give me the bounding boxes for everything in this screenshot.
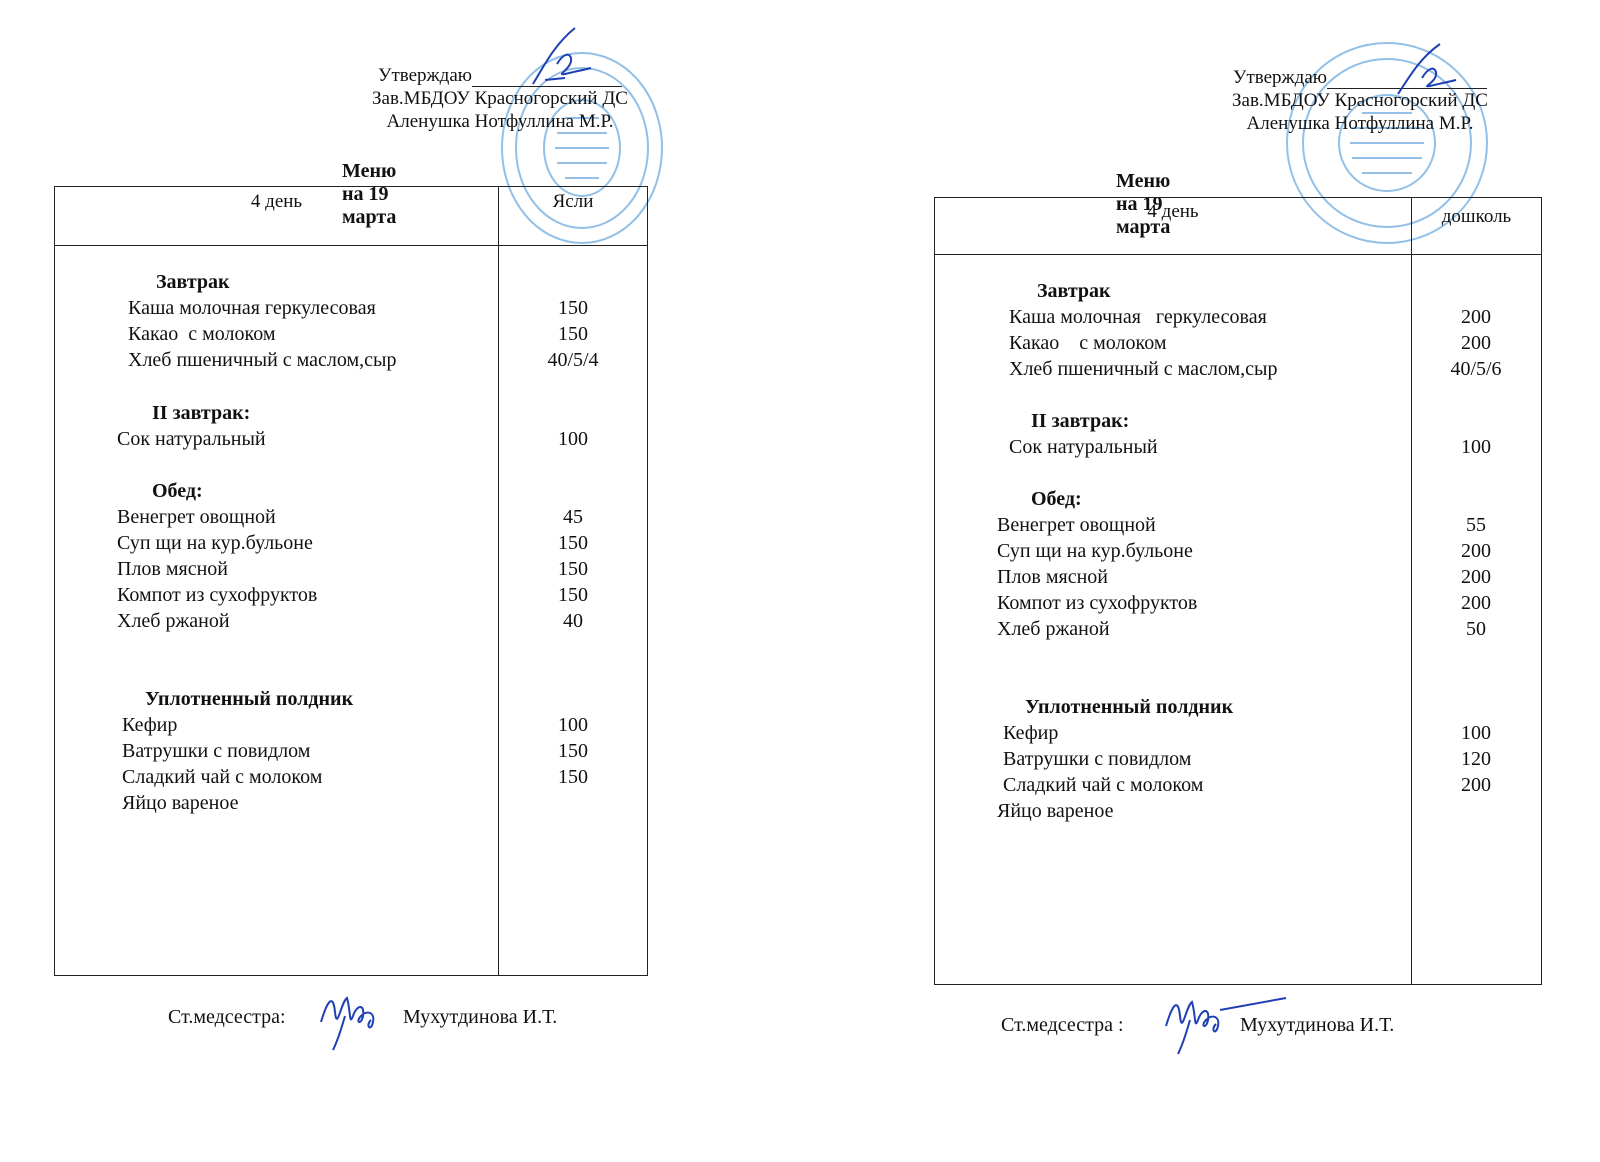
menu-item: Каша молочная геркулесовая	[1009, 306, 1267, 328]
section-breakfast: Завтрак	[1037, 280, 1111, 302]
menu-item: Венегрет овощной	[997, 514, 1156, 536]
menu-item: Венегрет овощной	[117, 506, 276, 528]
approval-position: Зав.МБДОУ Красногорский ДС	[1232, 90, 1488, 111]
section-snack: Уплотненный полдник	[1025, 696, 1234, 718]
menu-item-qty: 150	[558, 584, 588, 606]
nurse-name: Мухутдинова И.Т.	[403, 1006, 558, 1028]
signature-line	[472, 66, 622, 87]
menu-item-qty: 150	[558, 740, 588, 762]
menu-item: Суп щи на кур.бульоне	[997, 540, 1193, 562]
section-lunch: Обед:	[152, 480, 203, 502]
nurse-label: Ст.медсестра :	[1001, 1014, 1124, 1036]
menu-item-qty: 100	[558, 714, 588, 736]
menu-item: Сладкий чай с молоком	[122, 766, 323, 788]
menu-item-qty: 200	[1461, 592, 1491, 614]
nurse-name: Мухутдинова И.Т.	[1240, 1014, 1395, 1036]
menu-item: Кефир	[122, 714, 178, 736]
menu-item-qty: 100	[1461, 722, 1491, 744]
menu-item: Сок натуральный	[117, 428, 266, 450]
menu-item-qty: 45	[563, 506, 583, 528]
menu-item: Яйцо вареное	[997, 800, 1114, 822]
menu-title: Меню на 19 марта	[342, 160, 397, 228]
menu-item: Компот из сухофруктов	[117, 584, 318, 606]
approval-position: Зав.МБДОУ Красногорский ДС	[372, 88, 628, 109]
header-group: Ясли	[552, 191, 594, 212]
menu-item: Яйцо вареное	[122, 792, 239, 814]
approval-block	[350, 64, 650, 133]
header-divider	[935, 254, 1541, 255]
menu-item: Хлеб ржаной	[997, 618, 1110, 640]
menu-item: Какао с молоком	[128, 323, 276, 345]
approval-name: Аленушка Нотфуллина М.Р.	[1246, 113, 1474, 134]
menu-item-qty: 40/5/6	[1450, 358, 1502, 380]
menu-item: Плов мясной	[117, 558, 229, 580]
menu-item-qty: 200	[1461, 540, 1491, 562]
section-snack: Уплотненный полдник	[145, 688, 354, 710]
menu-item: Хлеб пшеничный с маслом,сыр	[128, 349, 397, 371]
menu-item-qty: 150	[558, 558, 588, 580]
header-group: дошколь	[1441, 206, 1512, 227]
menu-item-qty: 150	[558, 323, 588, 345]
menu-item: Хлеб пшеничный с маслом,сыр	[1009, 358, 1278, 380]
menu-item-qty: 100	[558, 428, 588, 450]
approval-name: Аленушка Нотфуллина М.Р.	[386, 111, 614, 132]
approval-word: Утверждаю	[1233, 67, 1327, 88]
menu-item: Суп щи на кур.бульоне	[117, 532, 313, 554]
menu-item: Сладкий чай с молоком	[1003, 774, 1204, 796]
section-lunch: Обед:	[1031, 488, 1082, 510]
nurse-label: Ст.медсестра:	[168, 1006, 286, 1028]
approval-word: Утверждаю	[378, 65, 472, 86]
section-breakfast-2: II завтрак:	[152, 402, 251, 424]
menu-item-qty: 200	[1461, 306, 1491, 328]
menu-item: Какао с молоком	[1009, 332, 1167, 354]
menu-item-qty: 200	[1461, 332, 1491, 354]
menu-item: Компот из сухофруктов	[997, 592, 1198, 614]
menu-item: Плов мясной	[997, 566, 1109, 588]
menu-item-qty: 40	[563, 610, 583, 632]
menu-item-qty: 200	[1461, 566, 1491, 588]
menu-item-qty: 100	[1461, 436, 1491, 458]
menu-item-qty: 40/5/4	[547, 349, 599, 371]
section-breakfast-2: II завтрак:	[1031, 410, 1130, 432]
menu-item-qty: 150	[558, 532, 588, 554]
section-breakfast: Завтрак	[156, 271, 230, 293]
menu-item: Ватрушки с повидлом	[122, 740, 311, 762]
header-day: 4 день	[1147, 201, 1199, 222]
header-day: 4 день	[250, 191, 303, 212]
menu-item-qty: 55	[1466, 514, 1486, 536]
menu-item: Сок натуральный	[1009, 436, 1158, 458]
menu-item-qty: 150	[558, 766, 588, 788]
signature-line	[1327, 68, 1487, 89]
nurse-signature-icon	[315, 982, 405, 1052]
header-divider	[55, 245, 647, 246]
menu-item: Хлеб ржаной	[117, 610, 230, 632]
menu-item-qty: 120	[1461, 748, 1491, 770]
menu-item-qty: 200	[1461, 774, 1491, 796]
menu-item-qty: 50	[1466, 618, 1486, 640]
menu-item: Ватрушки с повидлом	[1003, 748, 1192, 770]
menu-title: Меню на 19 марта	[1116, 170, 1171, 238]
menu-item: Кефир	[1003, 722, 1059, 744]
approval-block	[1200, 66, 1520, 135]
menu-item: Каша молочная геркулесовая	[128, 297, 376, 319]
menu-item-qty: 150	[558, 297, 588, 319]
